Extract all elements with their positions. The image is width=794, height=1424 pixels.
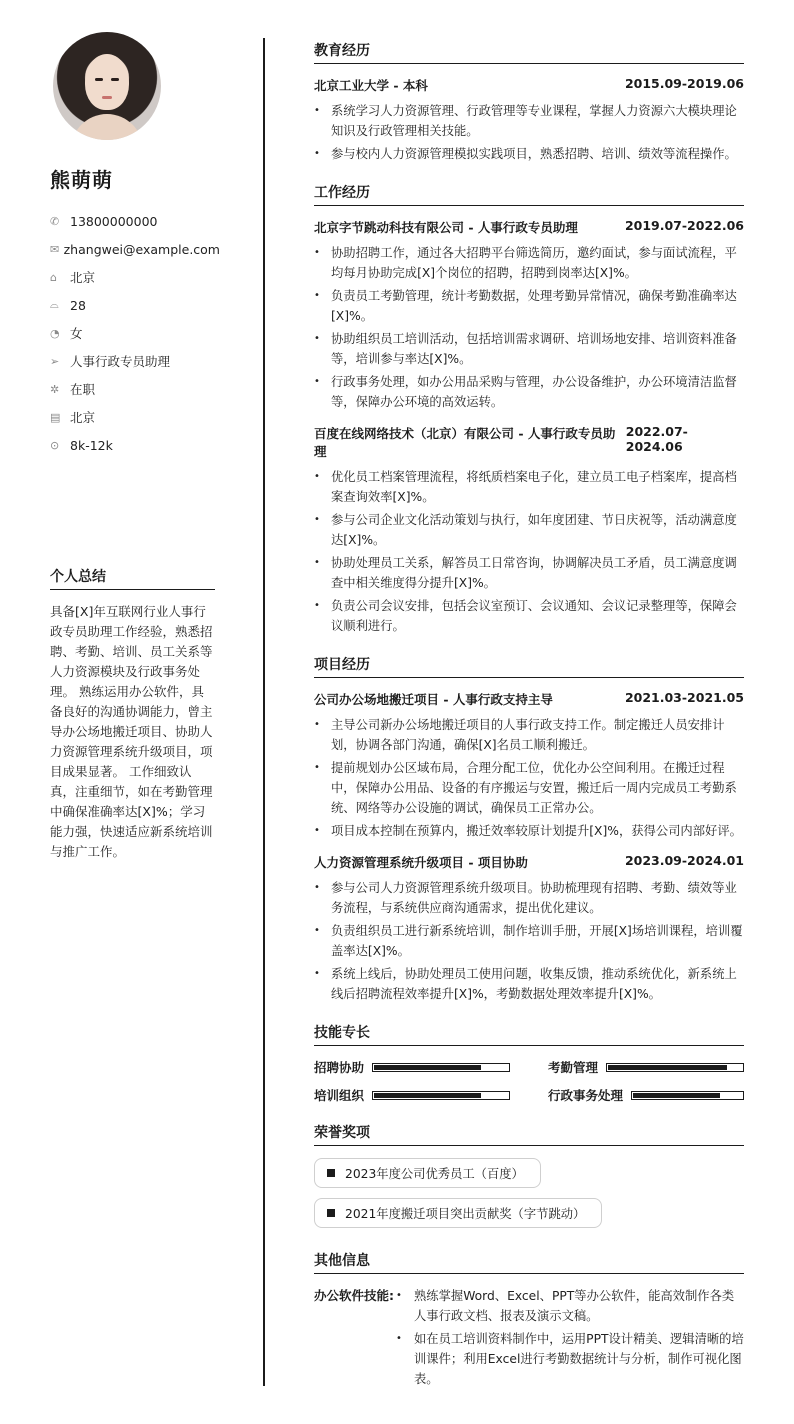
entry-header	[314, 424, 744, 460]
entry-organization: 北京工业大学 - 本科	[314, 78, 428, 93]
home-icon: ⌂	[50, 270, 57, 284]
honor-badge	[314, 1158, 541, 1188]
contact-info-text: 北京	[70, 270, 96, 285]
skills-section	[314, 1022, 744, 1104]
work-entries	[314, 218, 744, 636]
salary-icon: ⊙	[50, 438, 60, 452]
other-title: 其他信息	[314, 1250, 744, 1274]
square-bullet-icon	[327, 1209, 335, 1217]
skills-title: 技能专长	[314, 1022, 744, 1046]
other-label: 办公软件技能:	[314, 1288, 394, 1303]
contact-info-text: 13800000000	[70, 213, 158, 229]
bullet-item: • 协助组织员工培训活动，包括培训需求调研、培训场地安排、培训资料准备等，培训参与率达[X]%。	[314, 329, 744, 369]
skill-level-bar	[606, 1063, 744, 1072]
skill-item	[548, 1058, 744, 1076]
project-entries	[314, 690, 744, 1004]
other-bullets	[396, 1286, 744, 1392]
contact-info-row	[50, 263, 220, 291]
bullet-item: • 协助处理员工关系，解答员工日常咨询，协调解决员工矛盾，员工满意度调查中相关维度得分提升[X]%。	[314, 553, 744, 593]
column-divider	[263, 38, 265, 1386]
contact-info-row	[50, 319, 220, 347]
contact-info-row	[50, 235, 220, 263]
projects-entry	[314, 690, 744, 841]
contact-info-text: 女	[70, 326, 83, 341]
entry-organization: 北京字节跳动科技有限公司 - 人事行政专员助理	[314, 220, 578, 235]
bullet-item: • 项目成本控制在预算内，搬迁效率较原计划提升[X]%，获得公司内部好评。	[314, 821, 744, 841]
avatar-face	[85, 54, 129, 110]
entry-date: 2022.07-2024.06	[625, 424, 688, 454]
skill-item	[314, 1058, 510, 1076]
work-section	[314, 182, 744, 636]
avatar-lip	[102, 96, 112, 99]
entry-header	[314, 76, 744, 94]
work-entry	[314, 218, 744, 412]
entry-date: 2023.09-2024.01	[624, 853, 744, 868]
bullet-item: • 参与公司人力资源管理系统升级项目。协助梳理现有招聘、考勤、绩效等业务流程，与系统供应商沟通需求，提出优化建议。	[314, 878, 744, 918]
honors-list	[314, 1158, 744, 1238]
avatar	[53, 32, 161, 140]
skill-label: 行政事务处理	[548, 1088, 624, 1103]
avatar-eye-right	[111, 78, 119, 81]
bullet-item: • 系统上线后，协助处理员工使用问题，收集反馈，推动系统优化，新系统上线后招聘流程效率提升[X]%，考勤数据处理效率提升[X]%。	[314, 964, 744, 1004]
honors-title: 荣誉奖项	[314, 1122, 744, 1146]
contact-info-text: zhangwei@example.com	[63, 241, 220, 257]
skill-level-fill	[633, 1093, 720, 1098]
projects-title: 项目经历	[314, 654, 744, 678]
contact-info-row	[50, 375, 220, 403]
skill-level-bar	[372, 1063, 510, 1072]
bullet-item: • 主导公司新办公场地搬迁项目的人事行政支持工作。制定搬迁人员安排计划，协调各部门沟通，确保[X]名员工顺利搬迁。	[314, 715, 744, 755]
entry-bullets	[314, 878, 744, 1004]
education-entry	[314, 76, 744, 164]
skills-grid	[314, 1058, 744, 1104]
bullet-item: • 行政事务处理，如办公用品采购与管理，办公设备维护，办公环境清洁监督等，保障办公环境的高效运转。	[314, 372, 744, 412]
skill-item	[548, 1086, 744, 1104]
age-icon: ⌓	[50, 298, 59, 311]
entry-bullets	[314, 467, 744, 636]
skill-item	[314, 1086, 510, 1104]
bullet-item: • 如在员工培训资料制作中，运用PPT设计精美、逻辑清晰的培训课件；利用Excel进行考勤数据统计与分析，制作可视化图表。	[396, 1329, 744, 1389]
entry-header	[314, 218, 744, 236]
bullet-item: • 系统学习人力资源管理、行政管理等专业课程，掌握人力资源六大模块理论知识及行政管理相关技能。	[314, 101, 744, 141]
bullet-item: • 参与校内人力资源管理模拟实践项目，熟悉招聘、培训、绩效等流程操作。	[314, 144, 744, 164]
entry-date: 2015.09-2019.06	[624, 76, 744, 91]
work-title: 工作经历	[314, 182, 744, 206]
avatar-eye-left	[95, 78, 103, 81]
skill-label: 培训组织	[314, 1088, 365, 1103]
contact-info-text: 人事行政专员助理	[70, 354, 171, 369]
main-column	[314, 40, 744, 1410]
skill-level-fill	[374, 1093, 481, 1098]
entry-bullets	[314, 715, 744, 841]
honor-text: 2023年度公司优秀员工（百度）	[345, 1167, 524, 1181]
bullet-item: • 参与公司企业文化活动策划与执行，如年度团建、节日庆祝等，活动满意度达[X]%。	[314, 510, 744, 550]
summary-title: 个人总结	[50, 566, 215, 590]
skill-level-fill	[374, 1065, 481, 1070]
bullet-item: • 熟练掌握Word、Excel、PPT等办公软件，能高效制作各类人事行政文档、报表及演示文稿。	[396, 1286, 744, 1326]
work-entry	[314, 424, 744, 636]
education-title: 教育经历	[314, 40, 744, 64]
entry-organization: 公司办公场地搬迁项目 - 人事行政支持主导	[314, 692, 553, 707]
contact-info-text: 28	[70, 297, 86, 313]
entry-organization: 百度在线网络技术（北京）有限公司 - 人事行政专员助理	[314, 426, 616, 459]
status-icon: ✲	[50, 382, 60, 396]
honor-text: 2021年度搬迁项目突出贡献奖（字节跳动）	[345, 1207, 586, 1221]
sidebar	[50, 32, 220, 459]
candidate-name: 熊萌萌	[50, 168, 113, 192]
gender-icon: ◔	[50, 326, 60, 340]
other-section	[314, 1250, 744, 1392]
entry-header	[314, 690, 744, 708]
bullet-item: • 负责组织员工进行新系统培训，制作培训手册，开展[X]场培训课程，培训覆盖率达[X]%。	[314, 921, 744, 961]
skill-level-fill	[608, 1065, 727, 1070]
entry-date: 2019.07-2022.06	[624, 218, 744, 233]
contact-info-row	[50, 291, 220, 319]
honors-section	[314, 1122, 744, 1238]
summary-text: 具备[X]年互联网行业人事行政专员助理工作经验，熟悉招聘、考勤、培训、员工关系等人力资源模块及行政事务处理。 熟练运用办公软件，具备良好的沟通协调能力，曾主导办公场地搬迁项目、协助人力资源管理系统升级项目，项目成果显著。 工作细致认真，注重细节，如在考勤管理中确保准确率达[X]%；学习能力强，快速适应新系统培训与推广工作。	[50, 604, 213, 859]
building-icon: ▤	[50, 410, 61, 424]
projects-section	[314, 654, 744, 1004]
contact-info-text: 8k-12k	[70, 437, 113, 453]
bullet-item: • 优化员工档案管理流程，将纸质档案电子化，建立员工电子档案库，提高档案查询效率[X]%。	[314, 467, 744, 507]
entry-organization: 人力资源管理系统升级项目 - 项目协助	[314, 855, 528, 870]
bullet-item: • 负责员工考勤管理，统计考勤数据，处理考勤异常情况，确保考勤准确率达[X]%。	[314, 286, 744, 326]
bullet-item: • 负责公司会议安排，包括会议室预订、会议通知、会议记录整理等，保障会议顺利进行。	[314, 596, 744, 636]
avatar-shoulders	[71, 114, 143, 140]
contact-info-row	[50, 207, 220, 235]
bullet-item: • 协助招聘工作，通过各大招聘平台筛选简历，邀约面试，参与面试流程，平均每月协助完成[X]个岗位的招聘，招聘到岗率达[X]%。	[314, 243, 744, 283]
entry-header	[314, 853, 744, 871]
projects-entry	[314, 853, 744, 1004]
skill-level-bar	[631, 1091, 744, 1100]
skill-label: 考勤管理	[548, 1060, 599, 1075]
other-row	[314, 1286, 744, 1392]
entry-date: 2021.03-2021.05	[624, 690, 744, 705]
square-bullet-icon	[327, 1169, 335, 1177]
bullet-item: • 提前规划办公区域布局，合理分配工位，优化办公空间利用。在搬迁过程中，保障办公用品、设备的有序搬运与安置，搬迁后一周内完成员工考勤系统、网络等办公设施的调试，确保员工正常办公。	[314, 758, 744, 818]
contact-info-text: 北京	[70, 410, 96, 425]
contact-info-row	[50, 403, 220, 431]
honor-badge	[314, 1198, 602, 1228]
skill-level-bar	[372, 1091, 510, 1100]
contact-info-text: 在职	[70, 382, 96, 397]
contact-info-row	[50, 431, 220, 459]
send-icon: ➢	[50, 354, 60, 368]
education-entries	[314, 76, 744, 164]
contact-info-row	[50, 347, 220, 375]
phone-icon: ✆	[50, 214, 60, 228]
email-icon: ✉	[50, 242, 60, 256]
summary-section	[50, 566, 215, 862]
education-section	[314, 40, 744, 164]
skill-label: 招聘协助	[314, 1060, 365, 1075]
entry-bullets	[314, 101, 744, 164]
contact-info-list	[50, 207, 220, 459]
entry-bullets	[314, 243, 744, 412]
